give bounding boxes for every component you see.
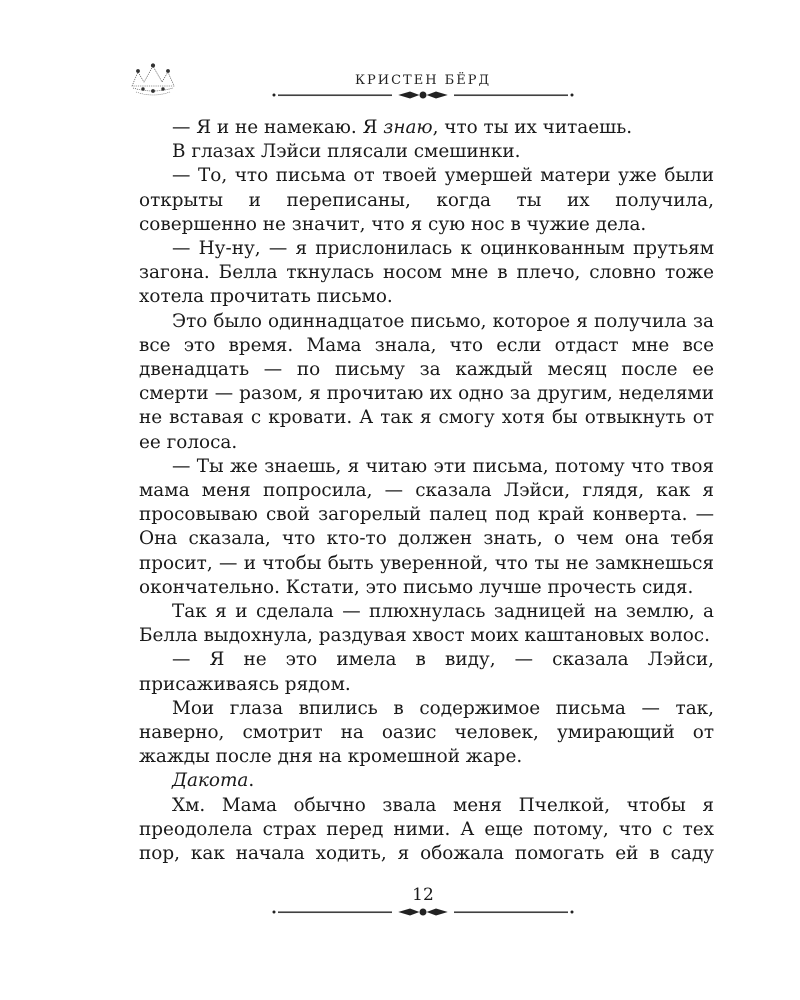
header-rule-ornament: [262, 88, 584, 102]
body-text: [139, 116, 714, 866]
paragraph: Мои глаза впились в содержимое письма — так, наверно, смотрит на оазис человек, умирающий от жажды после дня на кромешной жаре.: [139, 697, 714, 768]
paragraph: — Ты же знаешь, я читаю эти письма, потому что твоя мама меня попросила, — сказала Лэйси, глядя, как я просовываю свой загорелый палец под край конверта. — Она сказала, что кто-то должен знать, о чем она тебя просит, — и чтобы быть уверенной, что ты не замкнешься окончательно. Кстати, это письмо лучше прочесть сидя.: [139, 455, 714, 598]
paragraph: Это было одиннадцатое письмо, которое я получила за все это время. Мама знала, что если отдаст мне все двенадцать — по письму за каждый месяц после ее смерти — разом, я прочитаю их одно за другим, неделями не вставая с кровати. А так я смогу хотя бы отвыкнуть от ее голоса.: [139, 310, 714, 453]
paragraph: В глазах Лэйси плясали смешинки.: [172, 141, 521, 163]
paragraph: — Я не это имела в виду, — сказала Лэйси, присаживаясь рядом.: [139, 649, 714, 695]
crown-ornament-icon: [128, 62, 178, 98]
running-head: КРИСТЕН БЁРД: [354, 73, 492, 88]
paragraph: — Ну-ну, — я прислонилась к оцинкованным прутьям загона. Белла ткнулась носом мне в плечо, словно тоже хотела прочитать письмо.: [139, 238, 714, 308]
paragraph: — То, что письма от твоей умершей матери уже были открыты и переписаны, когда ты их получила, совершенно не значит, что я сую нос в чужие дела.: [139, 165, 714, 235]
paragraph: Хм. Мама обычно звала меня Пчелкой, чтобы я преодолела страх перед ними. А еще потому, что с тех пор, как начала ходить, я обожала помогать ей в саду: [139, 794, 714, 865]
paragraph: Дакота.: [172, 770, 255, 792]
paragraph: Так я и сделала — плюхнулась задницей на землю, а Белла выдохнула, раздувая хвост моих каштановых волос.: [139, 601, 714, 647]
page-number: 12: [412, 885, 434, 905]
footer-rule-ornament: [262, 905, 584, 919]
paragraph: — Я и не намекаю. Я знаю, что ты их читаешь.: [172, 117, 633, 138]
